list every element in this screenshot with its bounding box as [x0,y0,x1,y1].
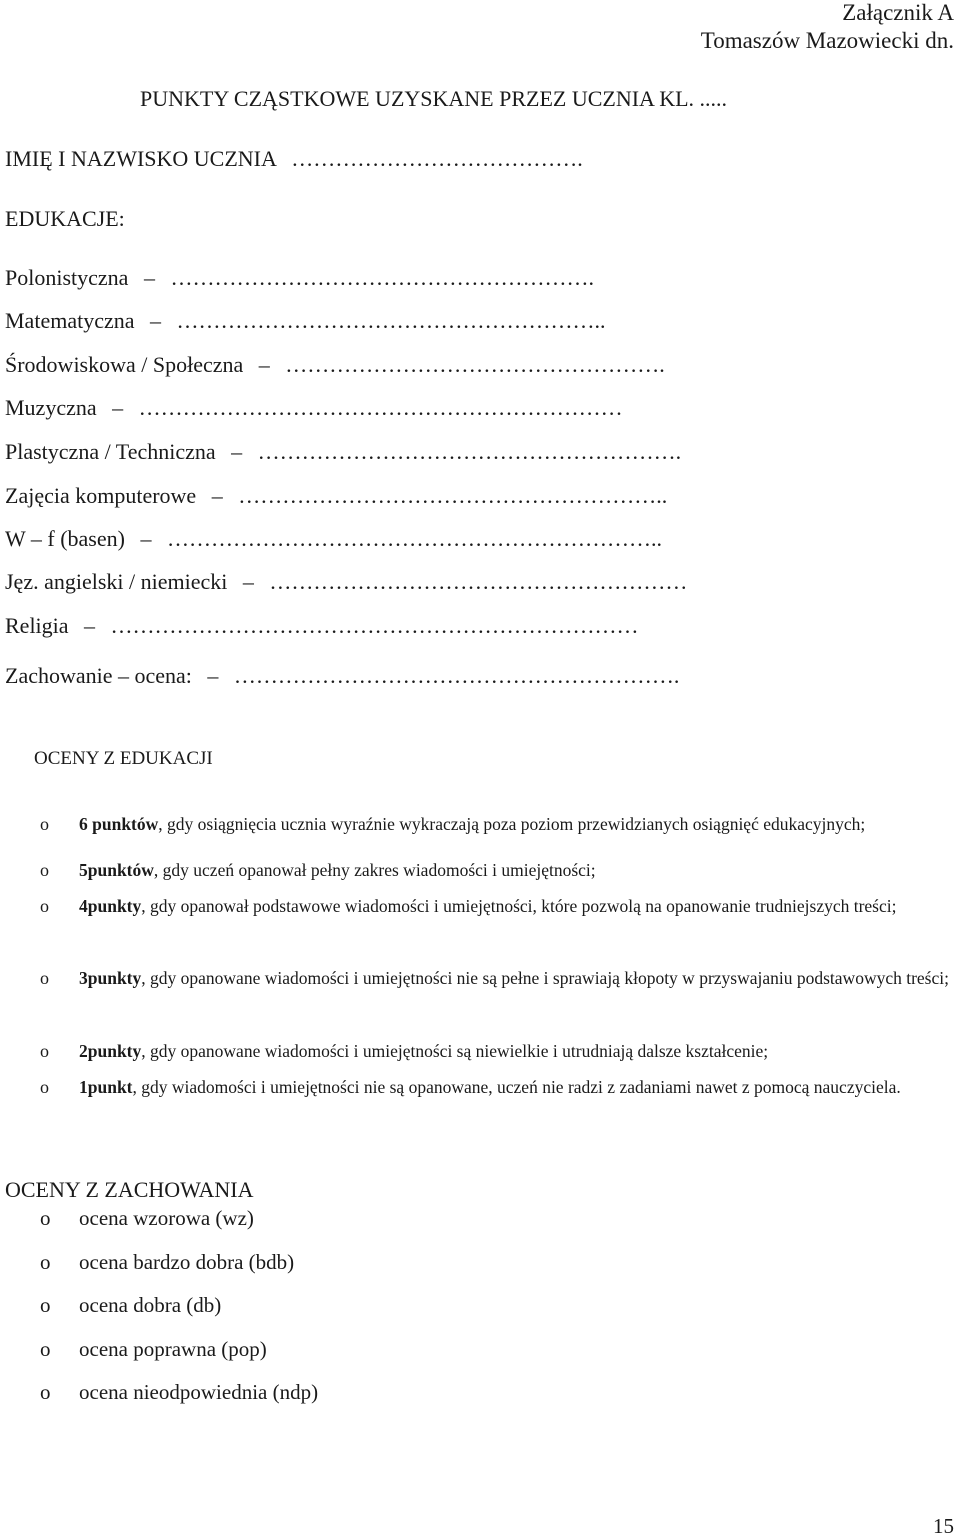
subject-sep: – [143,265,155,290]
subject-row-math [5,308,606,334]
subject-label: Środowiskowa / Społeczna [5,352,244,377]
subject-fill: ………………………………………………….. [238,483,668,508]
subject-row-environment [5,352,665,378]
bullet-icon: o [40,1206,51,1230]
grade-desc: , gdy osiągnięcia ucznia wyraźnie wykraczają poza poziom przewidzianych osiągnięć edukacyjnych; [158,814,866,834]
subject-fill: ………………………………………………………….. [166,526,662,551]
page-title: PUNKTY CZĄSTKOWE UZYSKANE PRZEZ UCZNIA KL. ..... [140,86,728,111]
behavior-grade-item: ocena bardzo dobra (bdb) [79,1250,295,1274]
subject-sep: – [211,483,223,508]
subject-sep: – [150,308,161,333]
grade-item-5 [79,852,956,888]
grade-points: 6 punktów [79,814,159,834]
student-name-fill: …………………………………. [291,146,583,171]
bullet-icon: o [40,860,49,880]
subject-sep: – [140,526,152,551]
bullet-icon: o [40,1293,51,1317]
subject-sep: – [242,569,254,594]
subject-label: Polonistyczna [5,265,129,290]
subject-row-pe [5,526,662,552]
behavior-header: OCENY Z ZACHOWANIA [5,1177,254,1202]
grade-desc: , gdy opanował podstawowe wiadomości i umiejętności, które pozwolą na opanowanie trudniejszych treści; [141,896,897,916]
subject-label: Matematyczna [5,308,135,333]
grade-points: 1punkt [79,1077,133,1097]
grade-item-1 [79,1069,956,1105]
grade-item-3 [79,960,956,996]
grade-points: 5punktów [79,860,154,880]
grade-desc: , gdy opanowane wiadomości i umiejętności są niewielkie i utrudniają dalsze kształcenie; [141,1041,769,1061]
grade-item-6 [79,806,956,842]
grade-desc: , gdy uczeń opanował pełny zakres wiadomości i umiejętności; [153,860,596,880]
subject-fill: ………………………………………………… [269,569,688,594]
subject-fill: …………………………………………………. [170,265,594,290]
behavior-line-sep: – [207,663,219,688]
place-date-line: Tomaszów Mazowiecki dn. [700,28,954,53]
subject-fill: ………………………………………………….. [176,308,606,333]
grade-item-4 [79,888,956,924]
bullet-icon: o [40,968,49,988]
grade-points: 2punkty [79,1041,142,1061]
behavior-grade-item: ocena wzorowa (wz) [79,1206,254,1230]
subject-row-music [5,395,623,421]
behavior-line-row [5,663,679,689]
bullet-icon: o [40,1380,51,1404]
subject-row-religion [5,613,639,639]
subject-label: W – f (basen) [5,526,125,551]
grade-desc: , gdy opanowane wiadomości i umiejętności nie są pełne i sprawiają kłopoty w przyswajaniu podstawowych treści; [141,968,949,988]
grades-header: OCENY Z EDUKACJI [34,748,213,769]
subject-sep: – [258,352,270,377]
subject-row-computers [5,483,667,509]
grade-item-2 [79,1033,956,1069]
subject-label: Religia [5,613,69,638]
grade-desc: , gdy wiadomości i umiejętności nie są opanowane, uczeń nie radzi z zadaniami nawet z pomocą nauczyciela. [132,1077,901,1097]
subject-row-polish [5,265,594,291]
bullet-icon: o [40,814,49,834]
bullet-icon: o [40,1250,51,1274]
bullet-icon: o [40,1337,51,1361]
subject-fill: ……………………………………………………………… [110,613,639,638]
behavior-grade-item: ocena dobra (db) [79,1293,222,1317]
bullet-icon: o [40,896,49,916]
student-name-row [5,146,583,172]
subject-row-languages [5,569,687,595]
behavior-line-label: Zachowanie – ocena: [5,663,192,688]
student-name-label: IMIĘ I NAZWISKO UCZNIA [5,146,276,171]
attachment-label: Załącznik A [842,0,954,25]
subject-label: Plastyczna / Techniczna [5,439,216,464]
behavior-line-fill: ……………………………………………………. [233,663,680,688]
grade-points: 3punkty [79,968,142,988]
subject-sep: – [231,439,243,464]
subject-label: Jęz. angielski / niemiecki [5,569,228,594]
bullet-icon: o [40,1041,49,1061]
subject-sep: – [84,613,96,638]
subject-sep: – [112,395,124,420]
page-number: 15 [933,1514,954,1538]
bullet-icon: o [40,1077,49,1097]
subject-row-art [5,439,681,465]
subject-fill: …………………………………………………. [257,439,682,464]
grade-points: 4punkty [79,896,142,916]
subject-label: Muzyczna [5,395,97,420]
behavior-grade-item: ocena poprawna (pop) [79,1337,267,1361]
subject-fill: ……………………………………………. [285,352,665,377]
subject-fill: ………………………………………………………… [138,395,623,420]
behavior-grade-item: ocena nieodpowiednia (ndp) [79,1380,319,1404]
education-header: EDUKACJE: [5,206,125,231]
subject-label: Zajęcia komputerowe [5,483,197,508]
